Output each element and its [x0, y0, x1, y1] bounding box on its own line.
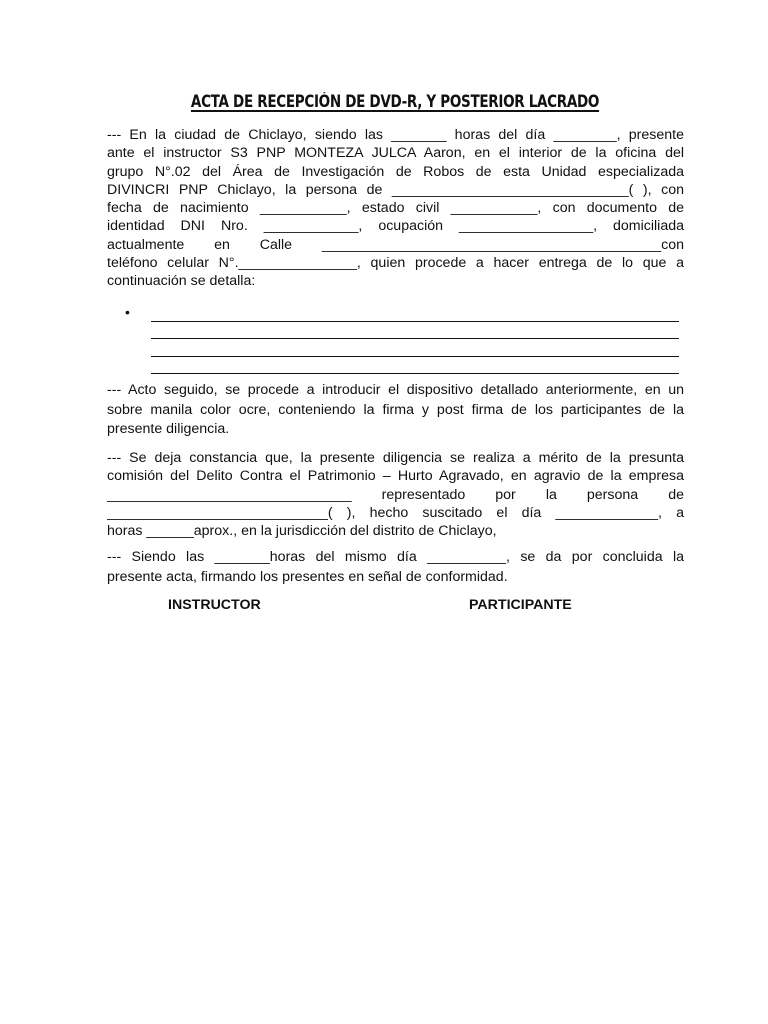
paragraph-procedure: [107, 381, 684, 440]
text-line: sobre manila color ocre, conteniendo la firma y post firma de los participantes de la: [107, 401, 684, 418]
text-line: DIVINCRI PNP Chiclayo, la persona de ______________________________( ), con: [107, 181, 684, 198]
blank-lines: [151, 304, 679, 374]
text-line: --- Siendo las _______horas del mismo día __________, se da por concluida la: [107, 549, 684, 565]
blank-line: [151, 339, 679, 357]
blank-line: [151, 322, 679, 340]
text-line: comisión del Delito Contra el Patrimonio – Hurto Agravado, en agravio de la empresa: [107, 468, 684, 485]
text-line: continuación se detalla:: [107, 273, 256, 290]
text-line: ____________________________( ), hecho suscitado el día _____________, a: [107, 504, 684, 521]
text-line: ante el instructor S3 PNP MONTEZA JULCA Aaron, en el interior de la oficina del: [107, 145, 684, 162]
text-line: fecha de nacimiento ___________, estado civil ___________, con documento de: [107, 200, 684, 217]
paragraph-intro: [107, 126, 684, 291]
signature-label-participante: PARTICIPANTE: [469, 597, 572, 613]
text-line: presente acta, firmando los presentes en señal de conformidad.: [107, 568, 508, 585]
text-line: identidad DNI Nro. ____________, ocupación _________________, domiciliada: [107, 218, 684, 235]
text-line: teléfono celular N°._______________, quien procede a hacer entrega de lo que a: [107, 255, 684, 272]
document-title: ACTA DE RECEPCIÓN DE DVD-R, Y POSTERIOR LACRADO: [190, 92, 600, 111]
paragraph-constancia: [107, 449, 684, 540]
text-line: presente diligencia.: [107, 421, 230, 437]
paragraph-closing: [107, 548, 684, 587]
signature-label-instructor: INSTRUCTOR: [168, 597, 261, 613]
blank-line: [151, 304, 679, 322]
text-line: --- Se deja constancia que, la presente diligencia se realiza a mérito de la presunta: [107, 450, 684, 466]
text-line: --- Acto seguido, se procede a introducir el dispositivo detallado anteriormente, en un: [107, 382, 684, 398]
blank-line: [151, 357, 679, 375]
bullet-icon: •: [125, 304, 130, 320]
text-line: horas ______aprox., en la jurisdicción del distrito de Chiclayo,: [107, 523, 497, 540]
text-line: --- En la ciudad de Chiclayo, siendo las _______ horas del día ________, presente: [107, 127, 684, 143]
text-line: actualmente en Calle ___________________________________________con: [107, 236, 684, 253]
text-line: _______________________________ representado por la persona de: [107, 486, 684, 503]
text-line: grupo N°.02 del Área de Investigación de Robos de esta Unidad especializada: [107, 163, 684, 180]
